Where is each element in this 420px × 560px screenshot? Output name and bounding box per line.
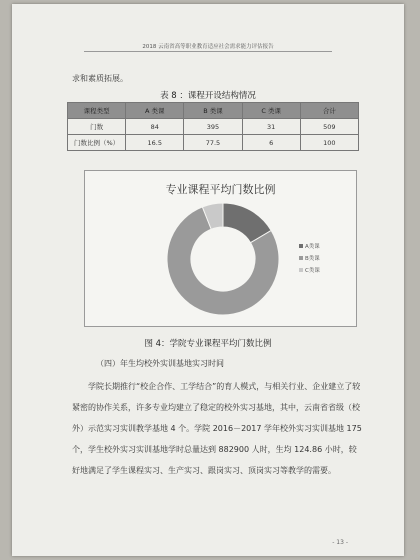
legend-item (299, 252, 320, 264)
table-header-row (68, 103, 359, 119)
figure-caption: 图 4：学院专业课程平均门数比例 (144, 339, 272, 349)
donut-svg (161, 197, 285, 321)
table-cell: 16.5 (126, 135, 184, 151)
table-caption: 表 8 ：课程开设结构情况 (160, 91, 256, 101)
page-header: 2018 云南省高等职业教育适应社会需求能力评估报告 (142, 44, 274, 50)
section-heading: （四）年生均校外实训基地实习时间 (96, 359, 224, 368)
table-cell: 门数 (68, 119, 126, 135)
table-cell: 100 (300, 135, 358, 151)
table-row (68, 119, 359, 135)
page-number: - 13 - (332, 539, 348, 546)
document-page (12, 4, 404, 556)
table-cell: 84 (126, 119, 184, 135)
legend-item (299, 240, 320, 252)
legend-item (299, 264, 320, 276)
legend-label: B类课 (305, 256, 320, 262)
header-cell: B 类课 (184, 103, 242, 119)
table-row (68, 135, 359, 151)
legend-swatch (299, 268, 303, 272)
chart-title: 专业课程平均门数比例 (165, 183, 276, 196)
intro-text: 求和素质拓展。 (72, 74, 128, 83)
legend-label: A类课 (305, 244, 320, 250)
table-cell: 77.5 (184, 135, 242, 151)
header-cell: 合计 (300, 103, 358, 119)
table-cell: 6 (242, 135, 300, 151)
header-cell: C 类课 (242, 103, 300, 119)
table-cell: 门数比例（%） (68, 135, 126, 151)
table-cell: 31 (242, 119, 300, 135)
chart-legend (299, 240, 320, 276)
legend-swatch (299, 256, 303, 260)
table-cell: 395 (184, 119, 242, 135)
legend-swatch (299, 244, 303, 248)
header-cell: A 类课 (126, 103, 184, 119)
legend-label: C类课 (305, 268, 320, 274)
donut-chart (84, 170, 357, 327)
body-paragraph: 学院长期推行“校企合作、工学结合”的育人模式，与相关行业、企业建立了较紧密的协作关系，许多专业均建立了稳定的校外实习基地，其中，云南省省级（校外）示范实习实训教学基地 4 个。学院 2016－2017 学年校外实习实训基地 175 个，学生校外实习实训基地学时总量达到 882900 人时，生均 124.86 小时，较好地满足了学生课程实习、生产实习、跟岗实习、顶岗实习等教学的需要。 (72, 382, 362, 475)
course-structure-table (67, 102, 359, 151)
header-cell: 课程类型 (68, 103, 126, 119)
header-rule (84, 51, 332, 52)
table-cell: 509 (300, 119, 358, 135)
